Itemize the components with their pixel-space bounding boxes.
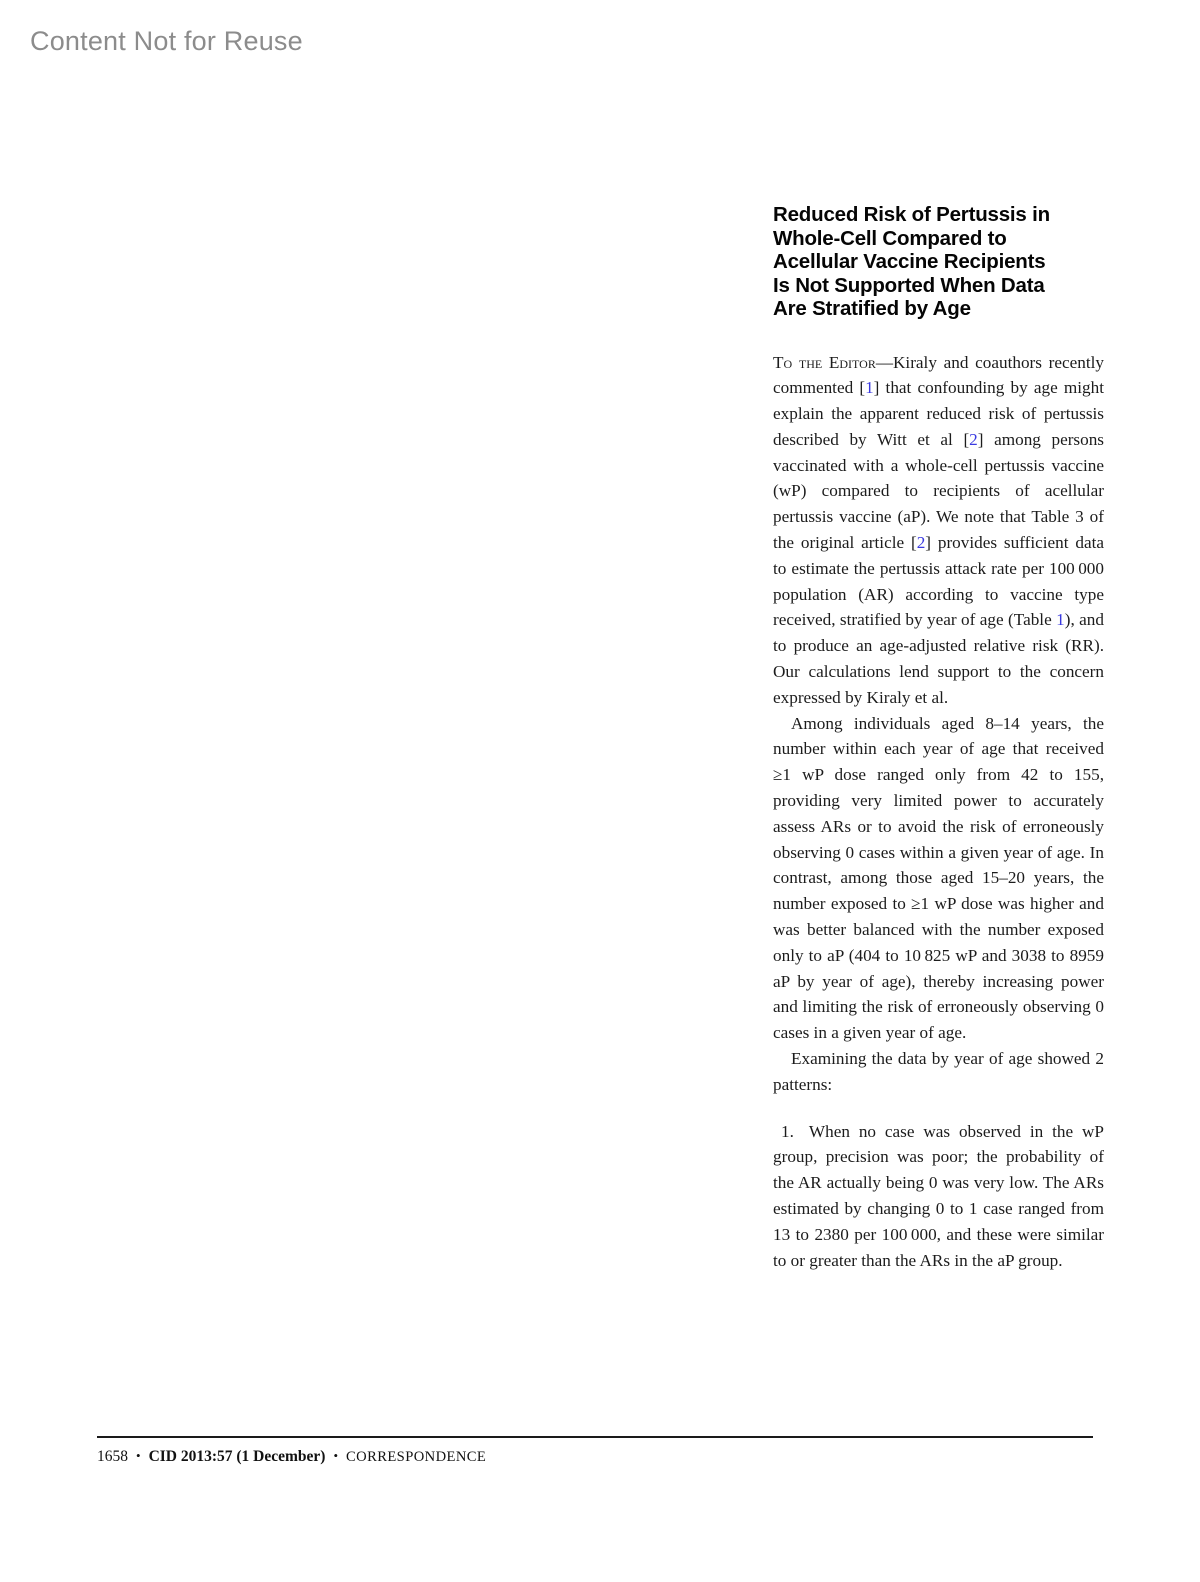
journal-citation: CID 2013:57 (1 December)	[148, 1448, 326, 1465]
content-not-for-reuse-watermark: Content Not for Reuse	[30, 26, 303, 56]
text-segment: ] provides sufficient data to estimate the pertussis attack rate per 100 000 population (AR) according to vaccine type received, stratified by year of age (Table	[773, 533, 1104, 630]
paragraph-patterns: Examining the data by year of age showed 2 patterns:	[773, 1049, 1104, 1094]
page-footer	[97, 1436, 1093, 1466]
section-name: CORRESPONDENCE	[346, 1449, 487, 1465]
list-item-text: When no case was observed in the wP group, precision was poor; the probability of the AR actually being 0 was very low. The ARs estimated by changing 0 to 1 case ranged from 13 to 2380 per 100 000, and these were similar to or greater than the ARs in the aP group.	[773, 1121, 1104, 1270]
text-segment: To the Editor	[773, 352, 876, 372]
text-segment: ] that confounding by age might explain the apparent reduced risk of pertussis described by Witt et al [	[773, 378, 1104, 449]
page-number: 1658	[97, 1448, 128, 1465]
paragraph-age-groups: Among individuals aged 8–14 years, the number within each year of age that received ≥1 wP dose ranged only from 42 to 155, providing very limited power to accurately assess ARs or to avoid the risk of erroneously observing 0 cases within a given year of age. In contrast, among those aged 15–20 years, the number exposed to ≥1 wP dose was higher and was better balanced with the number exposed only to aP (404 to 10 825 wP and 3038 to 8959 aP by year of age), thereby increasing power and limiting the risk of erroneously observing 0 cases in a given year of age.	[773, 713, 1104, 1043]
reference-link[interactable]: 1	[865, 378, 874, 398]
paragraph-intro	[773, 350, 1104, 711]
numbered-list-item	[773, 1119, 1104, 1274]
separator-bullet: •	[136, 1448, 141, 1463]
reference-link[interactable]: 2	[916, 533, 926, 553]
reference-link[interactable]: 2	[969, 429, 978, 449]
text-segment: ), and to produce an age-adjusted relative risk (RR). Our calculations lend support to the concern expressed by Kiraly et al.	[773, 610, 1104, 707]
article-column	[773, 203, 1104, 1273]
article-title: Reduced Risk of Pertussis in Whole-Cell Compared to Acellular Vaccine Recipients Is Not Supported When Data Are Stratified by Age	[773, 203, 1050, 320]
text-segment: —Kiraly and coauthors recently commented [	[773, 352, 1104, 398]
text-segment: ] among persons vaccinated with a whole-cell pertussis vaccine (wP) compared to recipients of acellular pertussis vaccine (aP). We note that Table 3 of the original article [	[773, 429, 1104, 553]
list-item-number: 1.	[781, 1121, 794, 1141]
reference-link[interactable]: 1	[1056, 610, 1065, 630]
separator-bullet: •	[333, 1448, 339, 1463]
